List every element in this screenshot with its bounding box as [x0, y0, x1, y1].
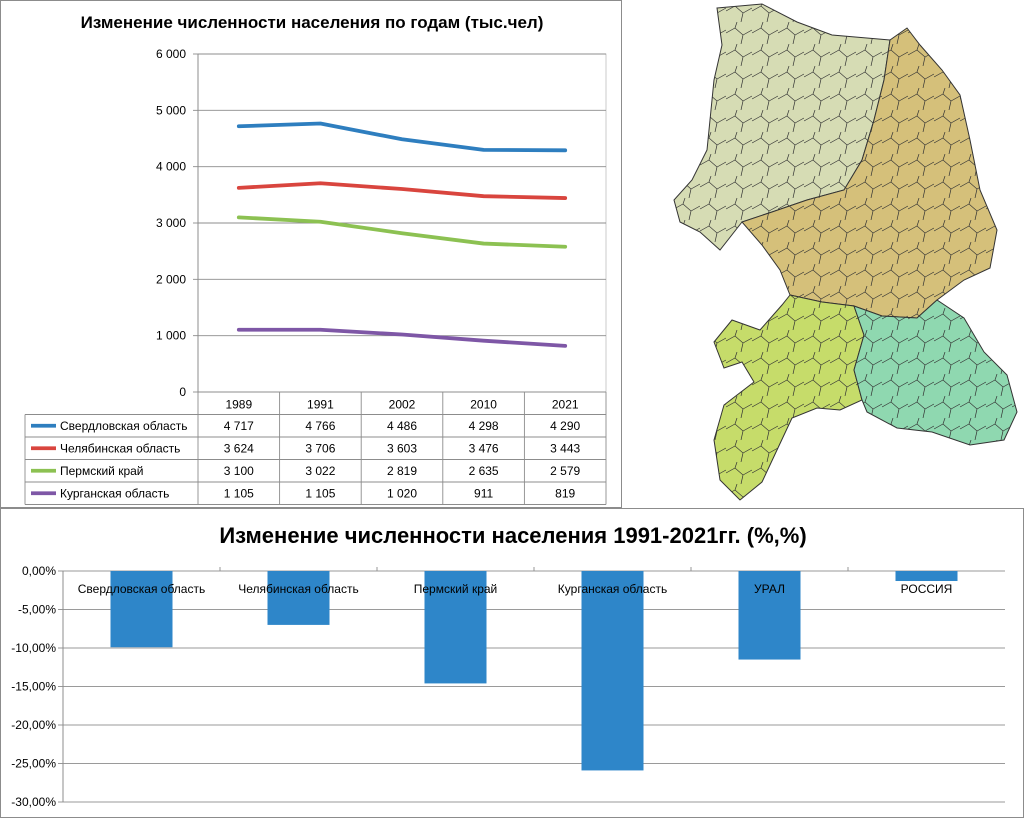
- bar: [896, 571, 958, 581]
- line-chart-panel: [0, 0, 622, 508]
- bar-chart-title: Изменение численности населения 1991-2021гг. (%,%): [219, 523, 807, 548]
- region-map: [622, 0, 1024, 508]
- region-map-panel: [622, 0, 1024, 508]
- category-label: Пермский край: [413, 582, 498, 596]
- bar: [582, 571, 644, 770]
- y-tick-label: -30,00%: [11, 795, 56, 809]
- bar: [268, 571, 330, 625]
- table-cell-value: 1 105: [223, 486, 254, 501]
- table-cell-value: 4 486: [386, 418, 418, 433]
- table-cell-value: 1 020: [386, 486, 418, 501]
- legend-label: Свердловская область: [60, 418, 188, 433]
- y-tick-label: 0: [179, 385, 186, 399]
- series-line: [239, 330, 565, 346]
- y-tick-label: 5 000: [155, 103, 186, 118]
- map-region-south-west: [714, 295, 864, 500]
- table-cell-value: 819: [555, 486, 576, 501]
- table-cell-value: 4 717: [223, 418, 254, 433]
- table-cell-value: 3 443: [550, 441, 581, 456]
- y-tick-label: 3 000: [155, 216, 186, 230]
- table-cell-value: 4 298: [468, 418, 499, 433]
- x-tick-label: 1989: [225, 397, 253, 412]
- table-cell-value: 2 819: [386, 463, 418, 478]
- y-tick-label: -15,00%: [11, 679, 56, 694]
- category-label: РОССИЯ: [900, 582, 953, 596]
- table-cell-value: 3 603: [386, 441, 418, 456]
- line-chart-title: Изменение численности населения по годам (тыс.чел): [80, 13, 544, 32]
- x-tick-label: 2021: [551, 397, 579, 412]
- table-cell-value: 3 706: [305, 441, 336, 456]
- line-chart: [1, 1, 621, 507]
- x-tick-label: 2002: [388, 397, 416, 412]
- legend-label: Пермский край: [60, 463, 144, 478]
- y-tick-label: -25,00%: [11, 756, 56, 771]
- bar-chart-panel: [0, 508, 1024, 818]
- table-cell-value: 3 100: [223, 463, 254, 478]
- category-label: Челябинская область: [238, 582, 359, 596]
- table-cell-value: 3 022: [305, 463, 336, 478]
- table-cell-value: 1 105: [305, 486, 336, 501]
- series-line: [239, 124, 565, 151]
- series-line: [239, 217, 565, 246]
- legend-label: Курганская область: [60, 486, 170, 501]
- y-tick-label: -10,00%: [11, 641, 56, 655]
- table-cell-value: 4 766: [305, 418, 336, 433]
- table-cell-value: 2 635: [468, 463, 499, 478]
- table-cell-value: 911: [474, 486, 494, 501]
- x-tick-label: 1991: [307, 397, 334, 412]
- y-tick-label: 2 000: [155, 272, 186, 287]
- bar-chart: [1, 509, 1023, 817]
- y-tick-label: -20,00%: [11, 718, 56, 732]
- category-label: Курганская область: [557, 582, 668, 596]
- y-tick-label: 6 000: [155, 47, 186, 61]
- table-cell-value: 4 290: [550, 418, 581, 433]
- y-tick-label: 1 000: [155, 328, 186, 343]
- legend-label: Челябинская область: [60, 441, 181, 456]
- table-cell-value: 3 624: [223, 441, 254, 456]
- table-cell-value: 3 476: [468, 441, 499, 456]
- y-tick-label: -5,00%: [17, 602, 56, 617]
- y-tick-label: 0,00%: [21, 564, 56, 578]
- series-line: [239, 183, 565, 198]
- x-tick-label: 2010: [470, 397, 497, 412]
- map-region-south-east: [854, 300, 1017, 445]
- y-tick-label: 4 000: [155, 159, 186, 174]
- category-label: Свердловская область: [77, 582, 206, 596]
- table-cell-value: 2 579: [550, 463, 581, 478]
- category-label: УРАЛ: [754, 582, 785, 596]
